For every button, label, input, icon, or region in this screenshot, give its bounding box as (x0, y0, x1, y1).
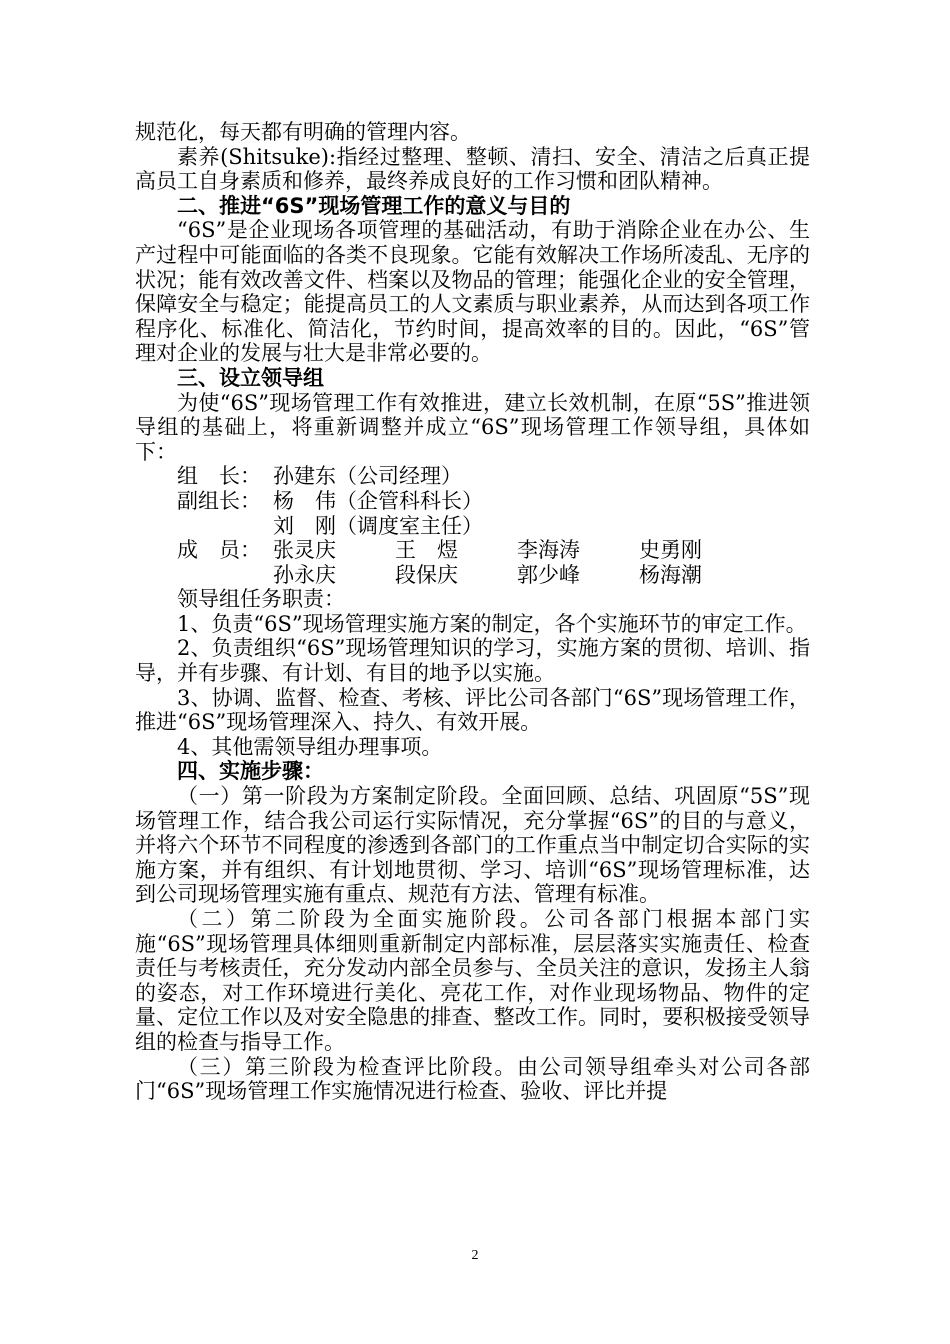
paragraph: 领导组任务职责： (177, 587, 345, 612)
duty-item: 4、其他需领导组办理事项。 (177, 734, 443, 759)
paragraph: “6S”是企业现场各项管理的基础活动，有助于消除企业在办公、生产过程中可能面临的各类不良现象。它能有效解决工作场所凌乱、无序的状况；能有效改善文件、档案以及物品的管理；能强化企业的安全管理，保障安全与稳定；能提高员工的人文素质与职业素养，从而达到各项工作程序化、标准化、简洁化，节约时间，提高效率的目的。因此，“6S”管理对企业的发展与壮大是非常必要的。 (135, 218, 810, 366)
member-name: 段保庆 (395, 562, 458, 587)
deputy-row (135, 514, 810, 539)
step-paragraph: （二）第二阶段为全面实施阶段。公司各部门根据本部门实施“6S”现场管理具体细则重新制定内部标准，层层落实实施责任、检查责任与考核责任，充分发动内部全员参与、全员关注的意识，发扬主人翁的姿态，对工作环境进行美化、亮花工作，对作业现场物品、物件的定量、定位工作以及对安全隐患的排查、整改工作。同时，要积极接受领导组的检查与指导工作。 (135, 907, 810, 1054)
duty-item: 2、负责组织“6S”现场管理知识的学习，实施方案的贯彻、培训、指导，并有步骤、有计划、有目的地予以实施。 (135, 636, 810, 686)
paragraph: 素养(Shitsuke):指经过整理、整顿、清扫、安全、清洁之后真正提高员工自身素质和修养，最终养成良好的工作习惯和团队精神。 (135, 144, 810, 194)
step-paragraph: （一）第一阶段为方案制定阶段。全面回顾、总结、巩固原“5S”现场管理工作，结合我公司运行实际情况，充分掌握“6S”的目的与意义，并将六个环节不同程度的渗透到各部门的工作重点当中制定切合实际的实施方案，并有组织、有计划地贯彻、学习、培训“6S”现场管理标准，达到公司现场管理实施有重点、规范有方法、管理有标准。 (135, 784, 810, 907)
duty-item: 3、协调、监督、检查、考核、评比公司各部门“6S”现场管理工作，推进“6S”现场管理深入、持久、有效开展。 (135, 685, 810, 735)
leader-label: 组 长： (177, 464, 261, 489)
leader-row (135, 464, 810, 489)
members-row (135, 538, 810, 563)
section-heading: 三、设立领导组 (177, 365, 324, 390)
member-name: 杨海潮 (639, 562, 702, 587)
section-heading: 二、推进“6S”现场管理工作的意义与目的 (177, 193, 571, 218)
member-name: 张灵庆 (273, 538, 336, 563)
member-name: 孙永庆 (273, 562, 336, 587)
member-name: 王 煜 (395, 538, 458, 563)
deputy-row (135, 489, 810, 514)
section-heading: 四、实施步骤： (177, 759, 324, 784)
members-label: 成 员： (177, 538, 261, 563)
deputy-name: 杨 伟（企管科科长） (273, 488, 483, 513)
leader-name: 孙建东（公司经理） (273, 464, 462, 489)
step-paragraph: （三）第三阶段为检查评比阶段。由公司领导组牵头对公司各部门“6S”现场管理工作实施情况进行检查、验收、评比并提 (135, 1054, 810, 1104)
member-name: 李海涛 (517, 538, 580, 563)
document-body (135, 120, 810, 1104)
deputy-name: 刘 刚（调度室主任） (273, 513, 483, 538)
duty-item: 1、负责“6S”现场管理实施方案的制定，各个实施环节的审定工作。 (177, 611, 807, 636)
members-row (135, 563, 810, 588)
deputy-label: 副组长： (177, 488, 261, 513)
page-number: 2 (471, 1248, 479, 1263)
member-name: 郭少峰 (517, 562, 580, 587)
paragraph: 规范化，每天都有明确的管理内容。 (135, 120, 471, 144)
paragraph: 为使“6S”现场管理工作有效推进，建立长效机制，在原“5S”推进领导组的基础上，将重新调整并成立“6S”现场管理工作领导组，具体如下： (135, 390, 810, 464)
member-name: 史勇刚 (639, 538, 702, 563)
